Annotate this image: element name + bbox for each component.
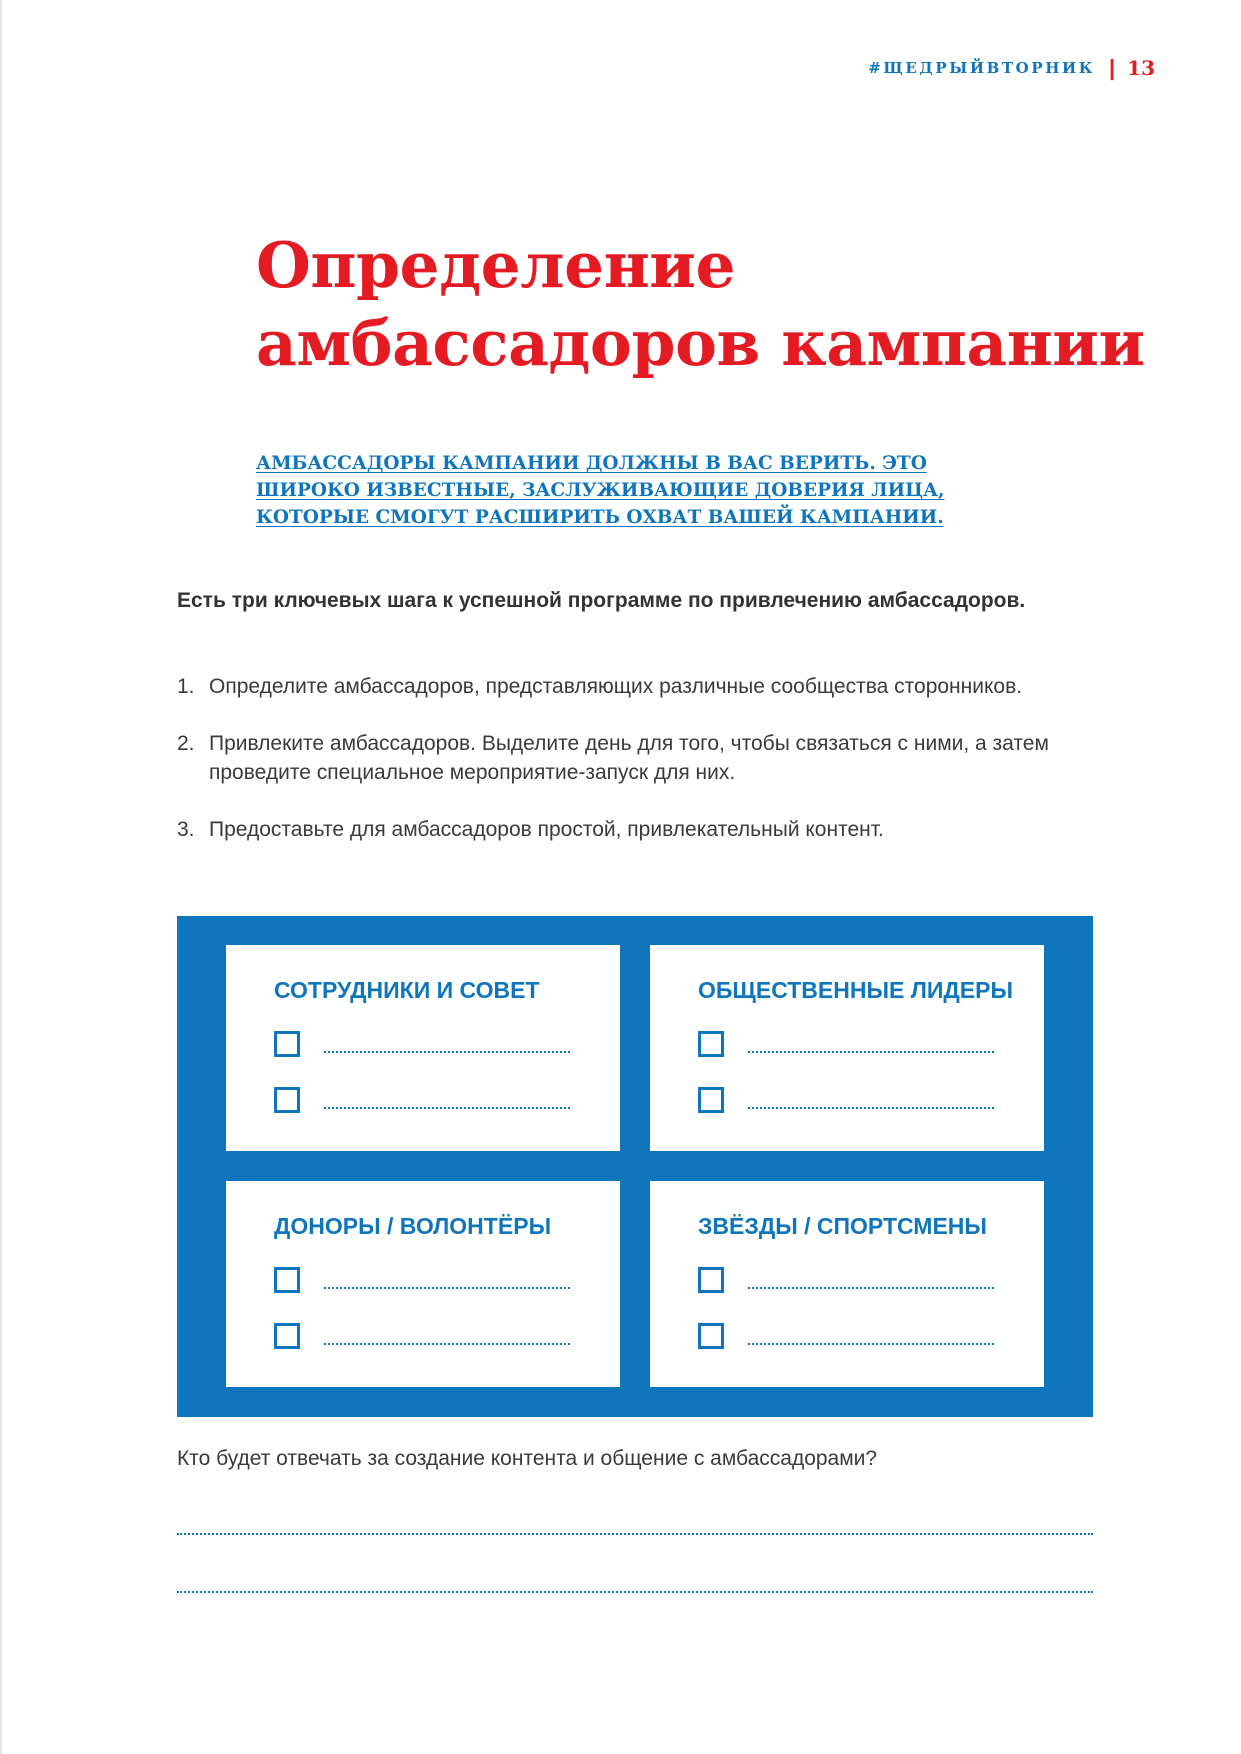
category-title: ОБЩЕСТВЕННЫЕ ЛИДЕРЫ xyxy=(698,977,1013,1003)
steps-list xyxy=(177,672,1077,872)
lead-line-1: АМБАССАДОРЫ КАМПАНИИ ДОЛЖНЫ В ВАС ВЕРИТЬ. ЭТО xyxy=(256,453,927,474)
step-item xyxy=(177,815,1077,844)
checklist-row xyxy=(698,1267,998,1295)
checkbox[interactable] xyxy=(274,1267,300,1293)
category-title: ДОНОРЫ / ВОЛОНТЁРЫ xyxy=(274,1213,552,1239)
answer-line[interactable] xyxy=(177,1591,1093,1593)
step-item xyxy=(177,729,1077,787)
category-card-celebrities-athletes xyxy=(650,1181,1044,1387)
step-text: Определите амбассадоров, представляющих различные сообщества сторонников. xyxy=(209,675,1023,698)
step-item xyxy=(177,672,1077,701)
step-text: Предоставьте для амбассадоров простой, привлекательный контент. xyxy=(209,818,884,841)
category-card-staff xyxy=(226,945,620,1151)
checklist-row xyxy=(274,1323,574,1351)
intro-text: Есть три ключевых шага к успешной программе по привлечению амбассадоров. xyxy=(177,589,1026,612)
checklist-row xyxy=(698,1031,998,1059)
step-number: 1. xyxy=(177,675,195,698)
page-header xyxy=(868,56,1155,80)
checklist-row xyxy=(274,1087,574,1115)
page-title-line-1: Определение xyxy=(256,228,736,302)
step-number: 3. xyxy=(177,818,195,841)
answer-line[interactable] xyxy=(177,1533,1093,1535)
checkbox[interactable] xyxy=(698,1323,724,1349)
checkbox[interactable] xyxy=(698,1087,724,1113)
step-number: 2. xyxy=(177,732,195,755)
step-text: Привлеките амбассадоров. Выделите день для того, чтобы связаться с ними, а затем проведите специальное мероприятие-запуск для них. xyxy=(209,732,1049,784)
campaign-hashtag: #ЩЕДРЫЙВТОРНИК xyxy=(868,59,1095,77)
fill-in-line[interactable] xyxy=(748,1287,994,1289)
fill-in-line[interactable] xyxy=(324,1287,570,1289)
lead-paragraph xyxy=(256,450,1016,531)
checkbox[interactable] xyxy=(698,1031,724,1057)
page-title xyxy=(256,226,1145,382)
category-card-community-leaders xyxy=(650,945,1044,1151)
header-separator: | xyxy=(1109,55,1116,80)
lead-line-2: ШИРОКО ИЗВЕСТНЫЕ, ЗАСЛУЖИВАЮЩИЕ ДОВЕРИЯ ЛИЦА, xyxy=(256,480,945,501)
checklist-row xyxy=(698,1087,998,1115)
responsibility-question: Кто будет отвечать за создание контента и общение с амбассадорами? xyxy=(177,1447,878,1470)
fill-in-line[interactable] xyxy=(324,1051,570,1053)
page-number: 13 xyxy=(1127,56,1155,80)
checkbox[interactable] xyxy=(274,1087,300,1113)
checkbox[interactable] xyxy=(698,1267,724,1293)
category-title: СОТРУДНИКИ И СОВЕТ xyxy=(274,977,540,1003)
checklist-row xyxy=(274,1031,574,1059)
page-edge-rule xyxy=(0,0,2,1754)
checkbox[interactable] xyxy=(274,1323,300,1349)
fill-in-line[interactable] xyxy=(748,1107,994,1109)
category-card-donors-volunteers xyxy=(226,1181,620,1387)
fill-in-line[interactable] xyxy=(748,1051,994,1053)
ambassador-categories-panel xyxy=(177,916,1093,1417)
fill-in-line[interactable] xyxy=(324,1343,570,1345)
lead-line-3: КОТОРЫЕ СМОГУТ РАСШИРИТЬ ОХВАТ ВАШЕЙ КАМПАНИИ. xyxy=(256,507,944,528)
page-title-line-2: амбассадоров кампании xyxy=(256,306,1145,380)
checklist-row xyxy=(274,1267,574,1295)
checkbox[interactable] xyxy=(274,1031,300,1057)
category-title: ЗВЁЗДЫ / СПОРТСМЕНЫ xyxy=(698,1213,987,1239)
checklist-row xyxy=(698,1323,998,1351)
fill-in-line[interactable] xyxy=(748,1343,994,1345)
fill-in-line[interactable] xyxy=(324,1107,570,1109)
